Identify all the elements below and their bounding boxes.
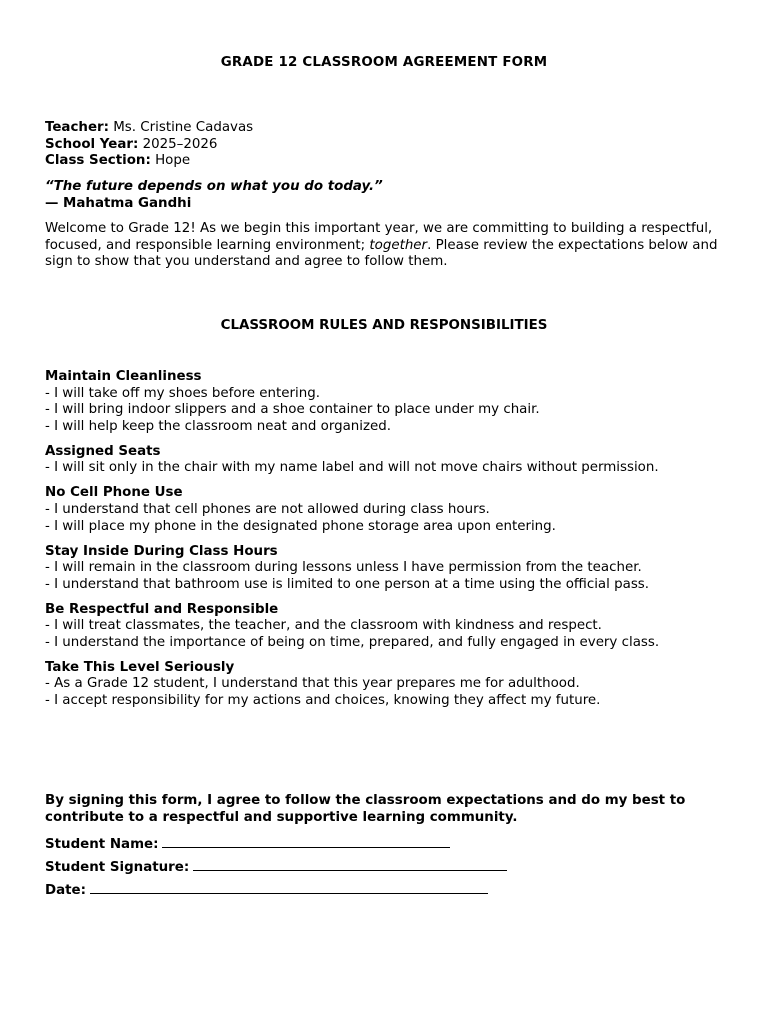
rule-block: [45, 369, 725, 435]
quote-text: “The future depends on what you do today.”: [45, 179, 383, 194]
student-signature-line: [45, 858, 507, 877]
rule-block: [45, 485, 725, 535]
rule-heading: Maintain Cleanliness: [45, 369, 202, 384]
class-section-label: Class Section:: [45, 153, 151, 169]
class-section-value: Hope: [150, 153, 191, 169]
rule-item: - I understand that bathroom use is limited to one person at a time using the official pass.: [45, 576, 650, 592]
rule-item: - I will sit only in the chair with my name label and will not move chairs without permission.: [45, 460, 659, 476]
intro-text-start: Welcome to Grade 12! As we begin this important year, we are committing to building a respectful, focused, and responsible learning environment;: [45, 221, 713, 253]
rule-item: - I will remain in the classroom during lessons unless I have permission from the teacher.: [45, 560, 642, 576]
rule-block: [45, 544, 725, 594]
document-title: GRADE 12 CLASSROOM AGREEMENT FORM: [220, 55, 548, 70]
rule-item: - I will place my phone in the designated phone storage area upon entering.: [45, 518, 556, 534]
rule-heading: Stay Inside During Class Hours: [45, 543, 278, 559]
section-title: CLASSROOM RULES AND RESPONSIBILITIES: [220, 318, 548, 333]
rule-item: - I will take off my shoes before entering.: [45, 385, 320, 401]
rule-item: - I understand that cell phones are not allowed during class hours.: [45, 501, 490, 517]
rule-item: - I will treat classmates, the teacher, and the classroom with kindness and respect.: [45, 618, 602, 634]
agreement-statement: By signing this form, I agree to follow the classroom expectations and do my best to contribute to a respectful and supportive learning community.: [45, 793, 686, 825]
class-section-line: [45, 153, 253, 170]
rule-block: [45, 444, 725, 477]
teacher-line: [45, 120, 253, 137]
rules-list: [45, 369, 725, 718]
school-year-line: [45, 137, 253, 154]
rule-heading: Take This Level Seriously: [45, 659, 235, 675]
teacher-label: Teacher:: [45, 120, 109, 135]
school-year-value: 2025–2026: [138, 136, 218, 152]
date-field[interactable]: [90, 881, 488, 894]
quote-block: [45, 179, 383, 212]
student-name-field[interactable]: [162, 835, 450, 848]
school-year-label: School Year:: [45, 136, 139, 152]
student-signature-field[interactable]: [193, 858, 507, 871]
student-name-label: Student Name:: [45, 837, 159, 852]
quote-author: — Mahatma Gandhi: [45, 195, 192, 211]
date-line: [45, 881, 488, 900]
rule-heading: Assigned Seats: [45, 443, 161, 459]
rule-item: - I will help keep the classroom neat and organized.: [45, 418, 392, 434]
rule-heading: No Cell Phone Use: [45, 485, 183, 501]
rule-item: - As a Grade 12 student, I understand that this year prepares me for adulthood.: [45, 676, 580, 692]
rule-block: [45, 602, 725, 652]
intro-text-emphasis: together: [369, 237, 428, 253]
rule-block: [45, 660, 725, 710]
date-label: Date:: [45, 883, 86, 898]
rule-item: - I will bring indoor slippers and a shoe container to place under my chair.: [45, 402, 540, 418]
rule-item: - I understand the importance of being on time, prepared, and fully engaged in every class.: [45, 634, 660, 650]
intro-paragraph: [45, 221, 725, 271]
student-name-line: [45, 835, 450, 854]
form-details: [45, 120, 253, 170]
rule-heading: Be Respectful and Responsible: [45, 601, 279, 617]
rule-item: - I accept responsibility for my actions and choices, knowing they affect my future.: [45, 693, 601, 709]
intro-text-end: . Please review the expectations below and sign to show that you understand and agree to follow them.: [45, 237, 718, 270]
student-signature-label: Student Signature:: [45, 860, 190, 875]
teacher-value: Ms. Cristine Cadavas: [108, 120, 254, 135]
